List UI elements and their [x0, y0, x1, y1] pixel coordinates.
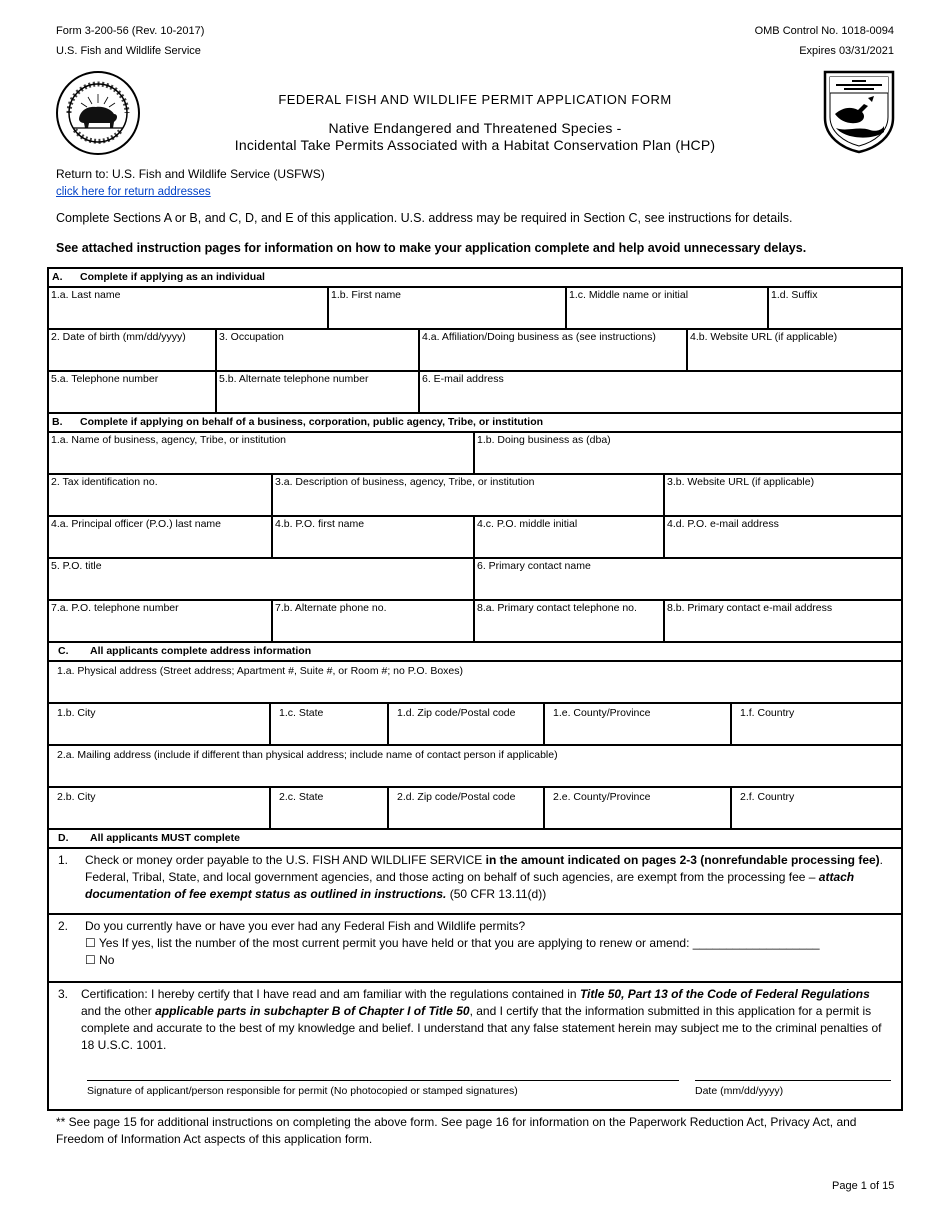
middle-name-field[interactable]: 1.c. Middle name or initial — [567, 288, 769, 328]
section-d-letter: D. — [58, 832, 69, 844]
section-d-header — [49, 830, 901, 849]
cert-text-a: Certification: I hereby certify that I have read and am familiar with the regulations contained in — [81, 987, 580, 1001]
date-line[interactable]: Date (mm/dd/yyyy) — [695, 1080, 891, 1100]
physical-address-field[interactable]: 1.a. Physical address (Street address; Apartment #, Suite #, or Room #; no P.O. Boxes) — [57, 665, 464, 677]
fee-text-c: . Federal, Tribal, State, and local government agencies, and those acting on behalf of such agencies, are exempt from the processing fee – — [85, 853, 884, 884]
country-field[interactable]: 1.f. Country — [740, 707, 795, 719]
section-a-row-1 — [49, 288, 901, 330]
cert-text-c: and the other — [81, 1004, 156, 1018]
mailing-county-field[interactable]: 2.e. County/Province — [545, 788, 732, 828]
section-a-row-3 — [49, 372, 901, 414]
website-url-field[interactable]: 4.b. Website URL (if applicable) — [690, 331, 838, 343]
business-description-field[interactable]: 3.a. Description of business, agency, Tribe, or institution — [273, 475, 665, 515]
return-info — [56, 166, 325, 201]
expiration-date: Expires 03/31/2021 — [799, 45, 894, 57]
d-item-2-number: 2. — [58, 919, 69, 933]
section-a-row-2 — [49, 330, 901, 372]
fee-text-b: in the amount indicated on pages 2-3 (nonrefundable processing fee) — [485, 853, 880, 867]
header-right — [755, 21, 894, 61]
section-d-title: All applicants MUST complete — [90, 832, 240, 844]
section-b-row-2 — [49, 475, 901, 517]
po-last-name-field[interactable]: 4.a. Principal officer (P.O.) last name — [49, 517, 273, 557]
form-subtitle — [150, 120, 800, 154]
section-c-letter: C. — [58, 645, 69, 657]
mailing-address-field[interactable]: 2.a. Mailing address (include if different than physical address; include name of contact person if applicable) — [57, 749, 558, 761]
doi-seal-icon — [55, 70, 141, 156]
fee-text-a: Check or money order payable to the U.S. FISH AND WILDLIFE SERVICE — [85, 853, 486, 867]
telephone-field[interactable]: 5.a. Telephone number — [49, 372, 217, 412]
business-website-field[interactable]: 3.b. Website URL (if applicable) — [667, 476, 815, 488]
city-field[interactable]: 1.b. City — [49, 704, 271, 744]
tax-id-field[interactable]: 2. Tax identification no. — [49, 475, 273, 515]
agency-name: U.S. Fish and Wildlife Service — [56, 45, 201, 57]
section-c-header — [49, 643, 901, 662]
cert-text-d: applicable parts in subchapter B of Chapter I of Title 50 — [155, 1004, 470, 1018]
return-addresses-link[interactable]: click here for return addresses — [56, 186, 211, 198]
form-title: FEDERAL FISH AND WILDLIFE PERMIT APPLICATION FORM — [278, 92, 672, 107]
section-c-row-4 — [49, 788, 901, 830]
fws-shield-icon — [822, 68, 896, 154]
mailing-zip-field[interactable]: 2.d. Zip code/Postal code — [389, 788, 545, 828]
last-name-field[interactable]: 1.a. Last name — [49, 288, 329, 328]
omb-control: OMB Control No. 1018-0094 — [754, 25, 894, 37]
footnote: ** See page 15 for additional instructions on completing the above form. See page 16 for information on the Paperwork Reduction Act, Privacy Act, and Freedom of Information Act aspects of this application form. — [56, 1115, 857, 1146]
primary-contact-field[interactable]: 6. Primary contact name — [477, 560, 591, 572]
section-b-row-3 — [49, 517, 901, 559]
po-telephone-field[interactable]: 7.a. P.O. telephone number — [49, 601, 273, 641]
section-b-letter: B. — [52, 416, 63, 428]
subtitle-line-1: Native Endangered and Threatened Species - — [328, 120, 622, 136]
intro-instructions: See attached instruction pages for information on how to make your application complete and help avoid unnecessary delays. — [56, 241, 807, 255]
cert-text-e: , and I certify that the information submitted in this application for a permit is complete and accurate to the best of my knowledge and belief. I understand that any false statement herein may subject me to the criminal penalties of 18 U.S.C. 1001. — [81, 1004, 882, 1052]
section-b-title: Complete if applying on behalf of a business, corporation, public agency, Tribe, or institution — [80, 416, 544, 428]
contact-telephone-field[interactable]: 8.a. Primary contact telephone no. — [475, 601, 665, 641]
application-form — [47, 267, 903, 1111]
signature-area — [81, 1080, 891, 1100]
yes-checkbox[interactable]: ☐ Yes — [85, 936, 119, 950]
po-title-field[interactable]: 5. P.O. title — [49, 559, 475, 599]
no-checkbox[interactable]: ☐ No — [85, 953, 115, 967]
section-a-header — [49, 269, 901, 288]
permit-question-text: Do you currently have or have you ever had any Federal Fish and Wildlife permits? — [85, 919, 526, 933]
page-number: Page 1 of 15 — [832, 1180, 895, 1192]
section-c-row-3 — [49, 746, 901, 788]
section-c-row-2 — [49, 704, 901, 746]
d-item-certification — [49, 983, 901, 1109]
mailing-state-field[interactable]: 2.c. State — [271, 788, 389, 828]
d-item-3-number: 3. — [58, 987, 69, 1001]
yes-option — [85, 935, 891, 952]
section-a-title: Complete if applying as an individual — [80, 271, 265, 283]
state-field[interactable]: 1.c. State — [271, 704, 389, 744]
suffix-field[interactable]: 1.d. Suffix — [771, 289, 818, 301]
section-c-row-1 — [49, 662, 901, 704]
po-first-name-field[interactable]: 4.b. P.O. first name — [273, 517, 475, 557]
yes-option-text: If yes, list the number of the most current permit you have held or that you are applying to renew or amend: ___________________ — [118, 936, 820, 950]
signature-line[interactable]: Signature of applicant/person responsible for permit (No photocopied or stamped signatures) — [87, 1080, 679, 1100]
po-middle-initial-field[interactable]: 4.c. P.O. middle initial — [475, 517, 665, 557]
fee-text-d: attach documentation of fee exempt status as outlined in instructions. — [85, 870, 855, 901]
cert-text-b: Title 50, Part 13 of the Code of Federal Regulations — [579, 987, 870, 1001]
mailing-city-field[interactable]: 2.b. City — [49, 788, 271, 828]
d-item-1-number: 1. — [58, 853, 69, 867]
affiliation-field[interactable]: 4.a. Affiliation/Doing business as (see instructions) — [420, 330, 688, 370]
fee-text-e: (50 CFR 13.11(d)) — [446, 887, 547, 901]
d-item-permits — [49, 915, 901, 983]
po-alt-phone-field[interactable]: 7.b. Alternate phone no. — [273, 601, 475, 641]
county-field[interactable]: 1.e. County/Province — [545, 704, 732, 744]
dba-field[interactable]: 1.b. Doing business as (dba) — [477, 434, 611, 446]
po-email-field[interactable]: 4.d. P.O. e-mail address — [667, 518, 779, 530]
fee-statement — [85, 849, 901, 913]
certification-statement — [81, 983, 901, 1109]
d-item-fee — [49, 849, 901, 915]
contact-email-field[interactable]: 8.b. Primary contact e-mail address — [667, 602, 833, 614]
business-name-field[interactable]: 1.a. Name of business, agency, Tribe, or institution — [49, 433, 475, 473]
section-b-header — [49, 414, 901, 433]
zip-code-field[interactable]: 1.d. Zip code/Postal code — [389, 704, 545, 744]
section-a-letter: A. — [52, 271, 63, 283]
first-name-field[interactable]: 1.b. First name — [329, 288, 567, 328]
form-number: Form 3-200-56 (Rev. 10-2017) — [56, 25, 205, 37]
alt-telephone-field[interactable]: 5.b. Alternate telephone number — [217, 372, 420, 412]
section-b-row-1 — [49, 433, 901, 475]
email-field[interactable]: 6. E-mail address — [422, 373, 504, 385]
section-c-title: All applicants complete address information — [90, 645, 312, 657]
permit-question — [85, 915, 901, 981]
occupation-field[interactable]: 3. Occupation — [217, 330, 420, 370]
header-left — [56, 21, 204, 61]
intro-text: Complete Sections A or B, and C, D, and E of this application. U.S. address may be required in Section C, see instructions for details. — [56, 211, 793, 225]
date-of-birth-field[interactable]: 2. Date of birth (mm/dd/yyyy) — [49, 330, 217, 370]
subtitle-line-2: Incidental Take Permits Associated with a Habitat Conservation Plan (HCP) — [234, 137, 716, 153]
section-b-row-4 — [49, 559, 901, 601]
mailing-country-field[interactable]: 2.f. Country — [740, 791, 795, 803]
section-b-row-5 — [49, 601, 901, 643]
return-to-text: Return to: U.S. Fish and Wildlife Service (USFWS) — [56, 167, 325, 181]
